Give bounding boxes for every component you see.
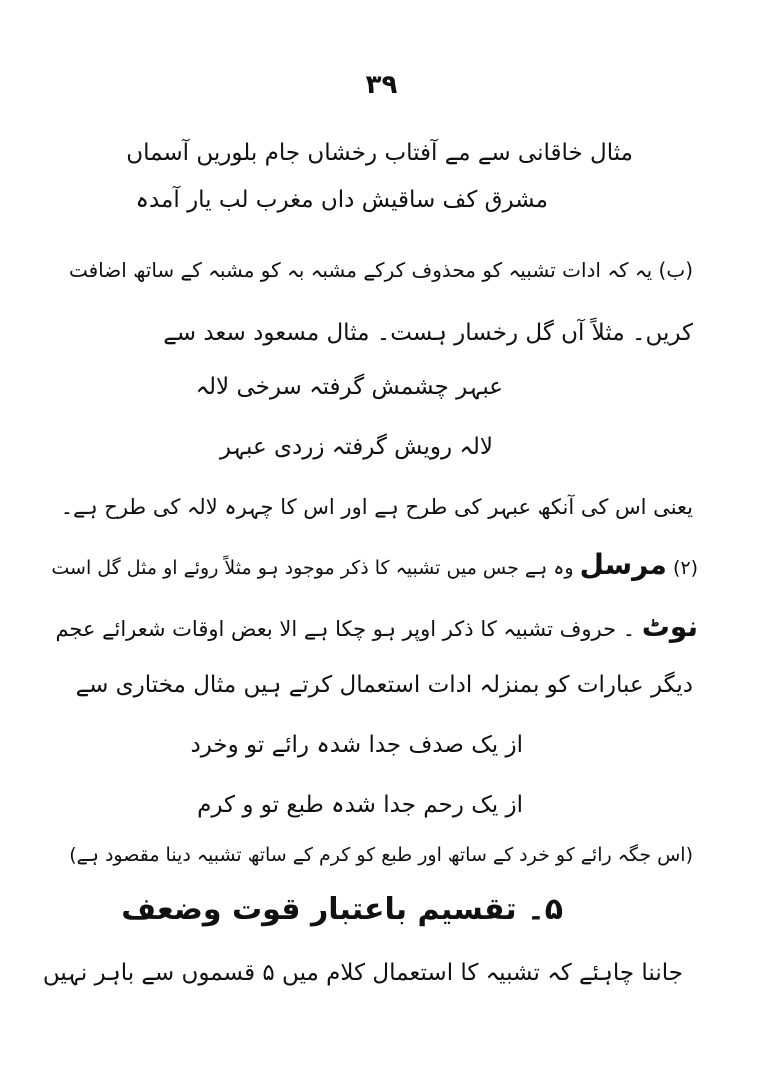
text-line xyxy=(55,612,698,644)
text-line xyxy=(69,840,693,870)
line-text: مثال خاقانی سے مے آفتاب رخشاں جام بلوریں آسماں xyxy=(126,140,633,166)
line-text: دیگر عبارات کو بمنزلہ ادات استعمال کرتے ہیں مثال مختاری سے xyxy=(75,672,693,698)
line-text: (اس جگہ رائے کو خرد کے ساتھ اور طبع کو کرم کے ساتھ تشبیہ دینا مقصود ہے) xyxy=(69,844,693,866)
verse-line xyxy=(197,790,523,820)
text-line xyxy=(126,138,633,168)
line-text: جاننا چاہئے کہ تشبیہ کا استعمال کلام میں ۵ قسموں سے باہر نہیں xyxy=(42,960,683,986)
heading-text: ۵۔ تقسیم باعتبار قوت وضعف xyxy=(121,892,563,927)
line-text: عبہر چشمش گرفتہ سرخی لالہ xyxy=(195,374,503,400)
line-text: از یک صدف جدا شدہ رائے تو وخرد xyxy=(190,732,523,758)
text-line xyxy=(163,318,693,348)
text-line xyxy=(43,958,683,988)
line-prefix: (۲) xyxy=(672,557,698,579)
text-line xyxy=(61,492,693,522)
term-emphasis: مرسل xyxy=(579,548,667,581)
line-text: ۔ حروف تشبیہ کا ذکر اوپر ہو چکا ہے الا بعض اوقات شعرائے عجم xyxy=(55,617,636,641)
verse-line xyxy=(196,372,503,402)
text-line xyxy=(76,670,693,700)
line-text: از یک رحم جدا شدہ طبع تو و کرم xyxy=(197,792,523,818)
section-heading xyxy=(121,892,563,927)
text-line xyxy=(51,550,698,583)
line-text: لالہ رویش گرفتہ زردی عبہر xyxy=(219,434,493,460)
verse-line xyxy=(220,432,493,462)
line-text: وہ ہے جس میں تشبیہ کا ذکر موجود ہو مثلاً روئے او مثل گل است xyxy=(51,557,574,579)
text-line xyxy=(69,255,693,285)
note-emphasis: نوٹ xyxy=(641,610,698,643)
verse-line xyxy=(136,185,549,215)
line-text: کریں۔ مثلاً آں گل رخسار ہست۔ مثال مسعود سعد سے xyxy=(163,320,693,346)
line-text: مشرق کف ساقیش داں مغرب لب یار آمدہ xyxy=(135,187,548,213)
verse-line xyxy=(190,730,523,760)
page-number: ٣٩ xyxy=(365,70,398,100)
line-text: (ب) یہ کہ ادات تشبیہ کو محذوف کرکے مشبہ بہ کو مشبہ کے ساتھ اضافت xyxy=(68,258,693,282)
line-text: یعنی اس کی آنکھ عبہر کی طرح ہے اور اس کا چہرہ لالہ کی طرح ہے۔ xyxy=(60,495,693,519)
